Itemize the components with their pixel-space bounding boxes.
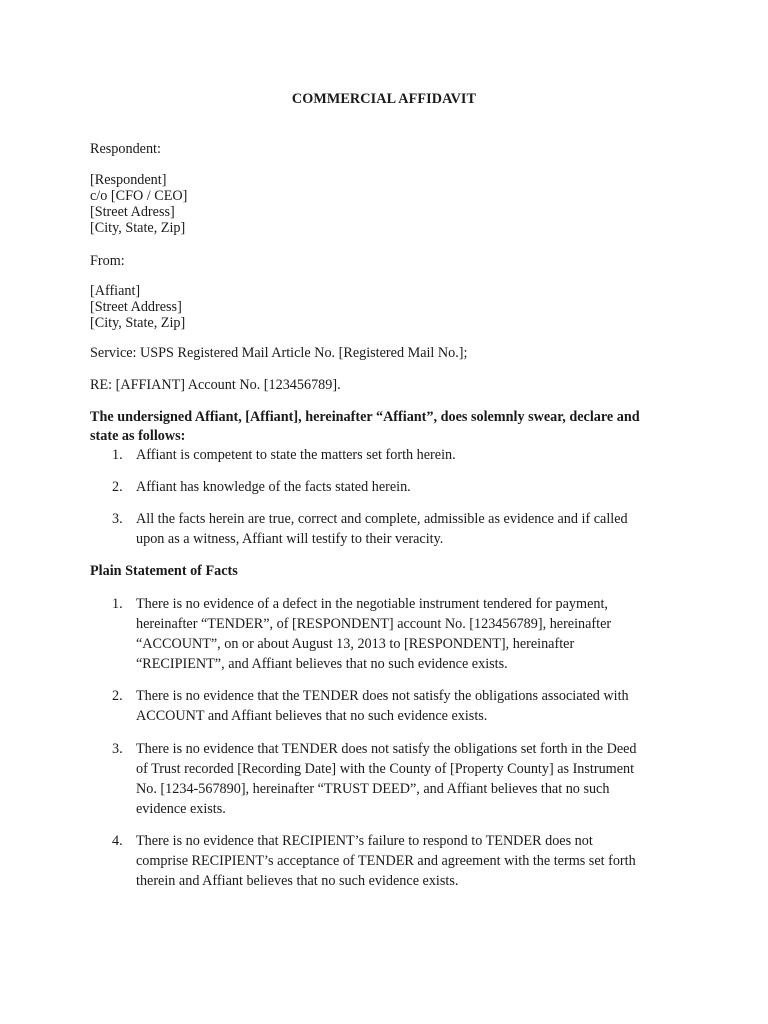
item-text: of Trust recorded [Recording Date] with the County of [Property County] as Instrument <box>136 761 635 777</box>
from-label: From: <box>90 253 125 269</box>
sworn-statement-line: The undersigned Affiant, [Affiant], hereinafter “Affiant”, does solemnly swear, declare and <box>90 409 640 425</box>
respondent-address-line: [Respondent] <box>90 172 167 188</box>
facts-heading: Plain Statement of Facts <box>90 563 238 579</box>
item-number: 3. <box>112 741 123 757</box>
item-text: evidence exists. <box>136 801 226 817</box>
item-text: There is no evidence that the TENDER does not satisfy the obligations associated with <box>136 688 629 704</box>
fact-item <box>90 686 680 726</box>
sworn-statement-line: state as follows: <box>90 428 186 444</box>
respondent-address-line: [City, State, Zip] <box>90 220 186 236</box>
document-title: COMMERCIAL AFFIDAVIT <box>291 91 477 107</box>
item-number: 1. <box>112 447 123 463</box>
fact-item <box>90 831 680 891</box>
item-text: therein and Affiant believes that no such evidence exists. <box>136 873 459 889</box>
item-text: upon as a witness, Affiant will testify to their veracity. <box>136 531 444 547</box>
item-number: 4. <box>112 833 123 849</box>
item-text: There is no evidence that TENDER does not satisfy the obligations set forth in the Deed <box>136 741 637 757</box>
sworn-item <box>90 477 680 497</box>
re-line: RE: [AFFIANT] Account No. [123456789]. <box>90 377 341 393</box>
respondent-address-line: [Street Adress] <box>90 204 175 220</box>
respondent-label: Respondent: <box>90 141 161 157</box>
item-text: “RECIPIENT”, and Affiant believes that no such evidence exists. <box>136 656 508 672</box>
fact-item <box>90 739 680 819</box>
from-address-line: [Street Address] <box>90 299 182 315</box>
respondent-address-line: c/o [CFO / CEO] <box>90 188 188 204</box>
item-text: There is no evidence of a defect in the negotiable instrument tendered for payment, <box>136 596 608 612</box>
item-number: 2. <box>112 479 123 495</box>
sworn-item <box>90 445 680 465</box>
item-text: hereinafter “TENDER”, of [RESPONDENT] account No. [123456789], hereinafter <box>136 616 612 632</box>
item-text: There is no evidence that RECIPIENT’s failure to respond to TENDER does not <box>136 833 593 849</box>
item-number: 1. <box>112 596 123 612</box>
fact-item <box>90 594 680 674</box>
item-text: “ACCOUNT”, on or about August 13, 2013 to [RESPONDENT], hereinafter <box>136 636 575 652</box>
item-text: All the facts herein are true, correct and complete, admissible as evidence and if called <box>136 511 628 527</box>
from-address-line: [Affiant] <box>90 283 141 299</box>
service-line: Service: USPS Registered Mail Article No. [Registered Mail No.]; <box>90 345 468 361</box>
item-text: Affiant has knowledge of the facts stated herein. <box>136 479 411 495</box>
item-text: ACCOUNT and Affiant believes that no such evidence exists. <box>136 708 488 724</box>
sworn-item <box>90 509 680 549</box>
item-number: 3. <box>112 511 123 527</box>
item-text: No. [1234-567890], hereinafter “TRUST DEED”, and Affiant believes that no such <box>136 781 610 797</box>
item-text: Affiant is competent to state the matters set forth herein. <box>136 447 456 463</box>
from-address-line: [City, State, Zip] <box>90 315 186 331</box>
sworn-statement <box>90 408 690 446</box>
item-text: comprise RECIPIENT’s acceptance of TENDER and agreement with the terms set forth <box>136 853 636 869</box>
from-address <box>90 283 185 331</box>
item-number: 2. <box>112 688 123 704</box>
respondent-address <box>90 172 187 236</box>
